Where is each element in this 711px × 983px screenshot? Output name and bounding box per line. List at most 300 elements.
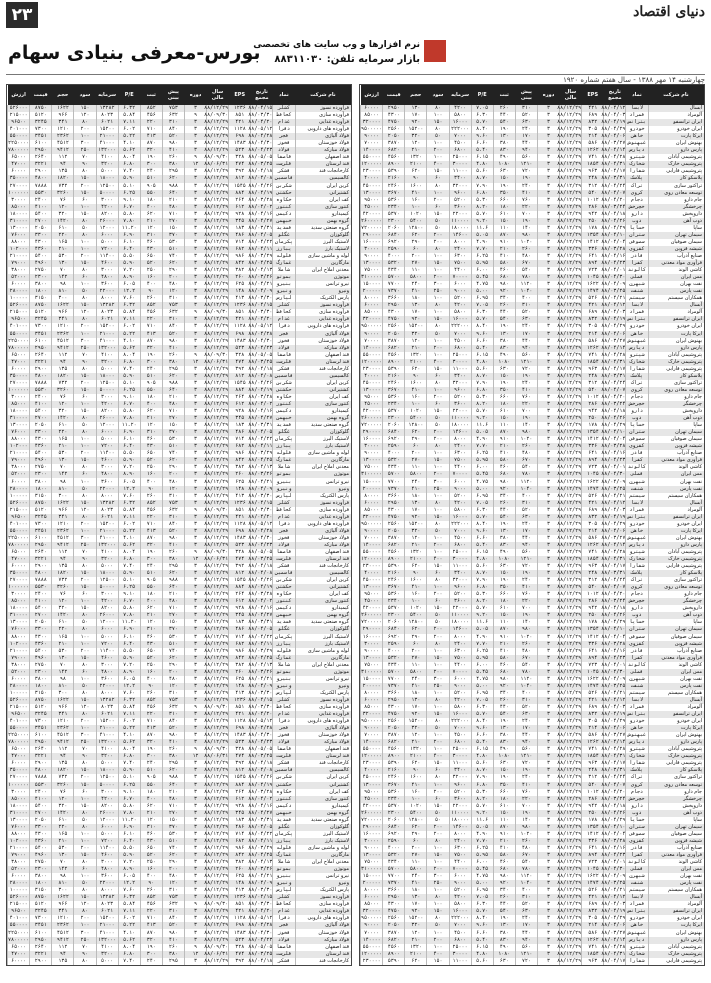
table-cell: ۱۵۲۰۰ (405, 521, 427, 528)
table-cell: ۲۱۶۰ (383, 175, 405, 182)
table-row (361, 478, 705, 485)
table-cell: ۲۰۰ (427, 866, 449, 873)
table-cell: ۸۸/۰۳/۲۷ (601, 534, 626, 541)
table-cell: ۸۸/۱۲/۲۹ (557, 640, 582, 647)
table-cell: ۸۸/۱۲/۲۹ (557, 422, 582, 429)
table-row (361, 415, 705, 422)
table-cell: ۲۱۰۰۰ (96, 331, 118, 338)
company-name-cell: پارس دارو (648, 345, 704, 352)
table-cell: ۲۸۰۰۰۰ (8, 486, 30, 493)
table-cell: ۸۸/۰۴/۰۱ (601, 267, 626, 274)
table-cell: ۸۸/۰۴/۱۴ (601, 344, 626, 351)
table-cell: ۳ (184, 683, 206, 690)
table-cell: ۸۸/۰۵/۰۵ (248, 154, 273, 161)
table-cell: ۸۸/۰۴/۳۱ (601, 950, 626, 957)
table-cell: ۸۸/۰۴/۲۹ (601, 126, 626, 133)
table-cell: ۳۰۰ (427, 676, 449, 683)
table-cell: ۵۱۰ (162, 443, 184, 450)
table-cell: ۳ (537, 683, 559, 690)
table-cell: ۵۵۰۰۰۰ (8, 922, 30, 929)
table-cell: ۷۷۰۰ (383, 676, 405, 683)
table-cell: ۱۸۰ (493, 796, 515, 803)
table-cell: ۹۲۰ (493, 486, 515, 493)
table-cell: ۱۰۴۵ (582, 471, 604, 478)
table-cell: ۲۰۰ (405, 845, 427, 852)
table-cell: ۴۱۰۰۰ (96, 338, 118, 345)
table-cell: ۵۴۰۰ (30, 845, 52, 852)
table-cell: ۶۲۰ (162, 570, 184, 577)
table-cell: ۵۱۲۰ (30, 507, 52, 514)
table-cell: ۷.۹۰ (471, 183, 493, 190)
table-cell: ۸۸/۰۴/۱۸ (248, 760, 273, 767)
company-name-cell: فرآورده غذایی (295, 316, 351, 323)
table-cell: ۴.۸۰ (471, 753, 493, 760)
table-cell: ۶۳۰ (493, 563, 515, 570)
table-cell: ۸۸/۱۲/۲۹ (557, 950, 582, 957)
table-row (8, 711, 352, 718)
table-cell: ۶.۰۰ (471, 859, 493, 866)
company-name-cell: آبسال (648, 697, 704, 704)
table-cell: ۳۱۰ (515, 105, 537, 112)
table-row (8, 697, 352, 704)
table-cell: ۵۲۰۰ (449, 887, 471, 894)
table-cell: ۳۹۲ (229, 366, 251, 373)
table-cell: ۳۰۰ (74, 929, 96, 936)
table-cell: ۳۴۵۱ (30, 133, 52, 140)
company-name-cell: صنایع آذرآب (648, 253, 704, 260)
table-cell: ۵.۳۰ (471, 197, 493, 204)
table-cell: ۸۸/۰۴/۰۳ (601, 704, 626, 710)
table-cell: ۷.۴۰ (118, 563, 140, 570)
table-cell: ۱۰۰ (427, 352, 449, 359)
table-cell: ۵۲۳ (229, 345, 251, 352)
table-cell: ۸۸/۰۳/۲۸ (601, 443, 626, 450)
company-name-cell: کنتور سازی (295, 796, 351, 803)
table-cell: ۱۵۰ (427, 655, 449, 662)
table-cell: ۵.۰۰ (471, 880, 493, 887)
table-cell: ۸۴۲ (229, 655, 251, 662)
company-name-cell: آبسال (648, 500, 704, 507)
table-cell: ۸۸/۱۲/۲۹ (204, 203, 229, 210)
table-cell: ۶۸۴۰ (383, 232, 405, 239)
table-cell: ۳۰۰ (74, 140, 96, 147)
table-row (361, 591, 705, 598)
table-cell: ۸۸/۰۴/۲۳ (248, 344, 273, 351)
table-cell: ۷۷۰۰ (383, 478, 405, 485)
table-cell: ۱۵۲۰۰ (405, 126, 427, 133)
table-cell: ۶۴۱ (582, 253, 604, 260)
table-cell: ۸۸/۰۳/۲۶ (248, 866, 273, 873)
table-cell: ۹ (184, 112, 206, 119)
table-cell: ۸۸/۰۴/۲۰ (248, 316, 273, 323)
table-cell: ۹۰ (405, 175, 427, 182)
table-cell: ۲۷۵۰ (30, 662, 52, 669)
company-name-cell: کاشی الوند (648, 859, 704, 866)
table-row (361, 105, 705, 112)
table-cell: ۸۸/۰۴/۰۸ (248, 570, 273, 577)
company-name-cell: صنایع آذرآب (648, 845, 704, 852)
table-cell: ۸۰ (74, 824, 96, 831)
table-cell: ۳ (537, 535, 559, 542)
table-row (361, 880, 705, 887)
company-name-cell: تراکتور سازی (648, 774, 704, 781)
table-cell: ۱۷۰ (515, 133, 537, 140)
table-cell: ۳ (537, 401, 559, 408)
table-cell: ۸۸/۰۴/۰۱ (601, 661, 626, 668)
table-cell: ۲۴۶۰ (383, 774, 405, 781)
table-cell: ۳ (537, 246, 559, 253)
company-name-cell: سیمان صوفیان (648, 831, 704, 838)
table-cell: ۸۸/۱۲/۲۹ (204, 915, 229, 922)
table-cell: ۹ (184, 901, 206, 908)
table-cell: ۱۹۰ (515, 218, 537, 225)
table-cell: ۵.۱۰ (118, 183, 140, 190)
table-cell: خاهن (626, 133, 648, 140)
table-cell: ۲۹۰ (405, 634, 427, 641)
table-cell: ۳ (184, 732, 206, 739)
table-cell: ۴۲۱ (582, 697, 604, 704)
table-cell: ۷۰۰۰۰ (361, 535, 383, 542)
table-cell: ۴۶۰ (493, 267, 515, 274)
table-row (8, 204, 352, 211)
table-cell: ۳ (184, 711, 206, 718)
table-cell: ۶۸۰۰ (449, 937, 471, 944)
table-cell: ۲۹۵۰ (383, 894, 405, 901)
table-cell: ستران (626, 824, 648, 831)
table-cell: ۳۰۰۰۰ (8, 197, 30, 204)
table-cell: ۵.۰۵ (471, 232, 493, 239)
table-row (8, 873, 352, 880)
table-cell: ۵۸۰ (493, 655, 515, 662)
table-cell: ۸۰ (427, 246, 449, 253)
table-cell: ۱۰۰ (74, 239, 96, 246)
table-cell: ۱۶۲۲ (52, 500, 74, 507)
table-cell: ۷۰۰۰ (449, 528, 471, 535)
table-cell: ۸۸/۱۲/۲۹ (557, 584, 582, 591)
table-cell: ۲۶۰۰۰۰۰ (361, 415, 383, 422)
table-row (361, 859, 705, 866)
table-cell: ۱۸۰۰۰ (96, 570, 118, 577)
table-cell: ۱۲۸۰۰ (405, 225, 427, 232)
table-cell: ۳۷۰ (162, 824, 184, 831)
table-cell: ۳۱۰ (140, 429, 162, 436)
table-cell: ۴۱۳ (229, 493, 251, 500)
table-cell: ۸۸/۰۴/۲۵ (248, 260, 273, 267)
table-cell: ۶۰۰۰۰ (361, 500, 383, 507)
table-cell: ۸۸/۰۴/۱۹ (248, 584, 273, 591)
table-cell: ۲۶۴۰ (30, 549, 52, 556)
table-cell: ۸۸/۱۲/۲۹ (557, 126, 582, 133)
table-cell: ۳۱۰۰۰۰ (8, 218, 30, 225)
table-cell: ۸۸/۰۴/۰۴ (601, 633, 626, 640)
table-cell: ۲۴۰ (405, 873, 427, 880)
table-cell: ۲۲۵۰۰۰۰ (8, 732, 30, 739)
table-cell: ۴۸۰۰ (30, 570, 52, 577)
table-cell: ۲۹۵۰ (30, 345, 52, 352)
table-cell: ۸۸۴ (229, 387, 251, 394)
table-cell: ۱۰۱۲ (582, 591, 604, 598)
table-row (361, 486, 705, 493)
table-cell: ۳۰۰۰۰ (361, 443, 383, 450)
table-cell: ۱۵۲۰۰ (96, 521, 118, 528)
table-cell: ۲۷۰۰ (30, 810, 52, 817)
table-cell: ۴۵۱۲ (52, 140, 74, 147)
table-cell: ۳ (184, 338, 206, 345)
table-cell: ۱۸۰۰۰۰ (449, 817, 471, 824)
table-cell: ۳ (537, 436, 559, 443)
table-cell: ۳ (184, 782, 206, 789)
table-cell: ۹۵۰۰۰ (361, 591, 383, 598)
table-cell: ۵۵۰ (140, 584, 162, 591)
table-cell: ۱۳۰ (493, 725, 515, 732)
table-cell: ۹۸۶ (229, 450, 251, 457)
table-cell: ۶۳۲ (162, 507, 184, 514)
table-cell: ۹۶۶ (52, 901, 74, 908)
table-cell: ۵۴۰ (493, 316, 515, 323)
table-cell: ۲۴۰ (405, 478, 427, 485)
table-cell: ۸۱۰ (52, 486, 74, 493)
table-cell: ۶۲۰ (162, 373, 184, 380)
table-cell: ۶.۷۰ (118, 796, 140, 803)
table-cell: شفارا (626, 563, 648, 570)
table-cell: ۹۲۸ (229, 211, 251, 218)
table-cell: ۲۵۰ (582, 810, 604, 817)
table-cell: ۲۵۰ (140, 662, 162, 669)
table-cell: ۸۸/۱۲/۲۹ (557, 548, 582, 555)
table-cell: ۸۸/۱۲/۲۹ (204, 478, 229, 485)
table-cell: ۱۵۰ (427, 760, 449, 767)
table-cell: ۱۰۴۰ (515, 683, 537, 690)
table-cell: ۴۰۰ (427, 359, 449, 366)
table-cell: ۱۵۰ (493, 415, 515, 422)
table-cell: خچرخش (626, 598, 648, 605)
company-name-cell: نفت بهران (648, 873, 704, 880)
table-cell: ۷۰۰ (515, 605, 537, 612)
table-cell: تراک (626, 380, 648, 387)
table-cell: ۴.۷۵ (471, 478, 493, 485)
table-cell: ۲۰۰ (162, 274, 184, 281)
table-cell: ۸۸/۱۲/۲۹ (557, 936, 582, 943)
table-cell: ۶.۶۰ (471, 338, 493, 345)
table-cell: لپارس (273, 690, 295, 697)
company-name-cell: تراکتور سازی (648, 577, 704, 584)
table-cell: ۸۷۵۰ (30, 894, 52, 901)
table-cell: شبهرن (626, 676, 648, 683)
table-cell: ۱۰۰ (427, 887, 449, 894)
table-cell: ۵.۰۰ (471, 683, 493, 690)
table-cell: ۸۸۴ (229, 782, 251, 789)
table-cell: ۳۰۰ (140, 161, 162, 168)
table-cell: ۸۸/۰۴/۲۵ (248, 654, 273, 661)
table-cell: ۸۸/۰۴/۱۱ (248, 245, 273, 252)
table-cell: ۸۸/۱۲/۲۹ (204, 182, 229, 189)
table-cell: ۸۸/۱۲/۲۹ (204, 393, 229, 400)
table-cell: ۲۱۰ (140, 612, 162, 619)
company-name-cell: موتوژن (295, 471, 351, 478)
table-cell: ۲۹۰۰ (30, 958, 52, 965)
table-cell: ۱۳۲۰ (405, 352, 427, 359)
table-cell: ۸۸/۰۴/۱۹ (601, 513, 626, 520)
table-cell: ۵.۳۰ (471, 789, 493, 796)
company-name-cell: نفت پارس (648, 683, 704, 690)
table-cell: ۸۸/۰۴/۰۹ (248, 288, 273, 295)
table-cell: ۱۰۰ (427, 267, 449, 274)
table-cell: ۱۵۴۵ (229, 774, 251, 781)
table-cell: ۵۲۰ (515, 901, 537, 908)
table-cell: ۱۰۲۰۰۰ (8, 838, 30, 845)
table-cell: ۲۶۴ (229, 789, 251, 796)
table-cell: ۹۲۰ (405, 119, 427, 126)
table-cell: ۵۳۹۰ (383, 366, 405, 373)
table-row (361, 760, 705, 767)
table-cell: ۸۸/۱۲/۲۹ (204, 570, 229, 577)
table-cell: ۹.۱۰ (118, 789, 140, 796)
table-cell: ۶۹۲۰ (383, 436, 405, 443)
table-cell: ۶۶۰ (493, 789, 515, 796)
table-cell: ۳۶۰۰ (449, 204, 471, 211)
table-cell: ۸۸/۱۲/۲۹ (204, 485, 229, 492)
table-cell: ۳۱۲ (582, 380, 604, 387)
table-cell: ۳۸۰۰ (30, 281, 52, 288)
table-cell: ۴۹۶۰ (30, 457, 52, 464)
table-cell: ۱۱۲۸ (229, 126, 251, 133)
table-cell: ۸۸/۱۲/۲۹ (204, 654, 229, 661)
table-cell: ۱۱۰۰۰۰ (449, 218, 471, 225)
table-cell: ۲۲۰۰۰ (449, 803, 471, 810)
table-cell: ۶.۸۰ (118, 359, 140, 366)
table-cell: ۶۸۲۰ (383, 345, 405, 352)
table-cell: ۳ (537, 831, 559, 838)
table-row (361, 563, 705, 570)
table-cell: ۶۲۰ (140, 605, 162, 612)
company-name-cell: فرآورده های دارویی (295, 126, 351, 133)
table-cell: ۸۸/۰۴/۲۱ (248, 675, 273, 682)
table-cell: ۷.۴۰ (118, 168, 140, 175)
table-cell: ۸۸/۰۴/۳۱ (601, 753, 626, 760)
table-cell: ۱۲۵۰۰ (96, 380, 118, 387)
table-cell: ۴۵۶ (140, 309, 162, 316)
table-cell: ۳ (537, 951, 559, 958)
table-cell: ۷.۶۰ (118, 295, 140, 302)
company-name-cell: پارس دارو (648, 739, 704, 746)
table-cell: کالوند (626, 662, 648, 669)
table-cell: ۱۳۵ (52, 760, 74, 767)
table-cell: ۳ (537, 154, 559, 161)
table-cell: ۸۰ (74, 267, 96, 274)
table-cell: ۷۰ (52, 267, 74, 274)
table-cell: ۱۵۰ (162, 817, 184, 824)
table-cell: ۸۳۲ (582, 316, 604, 323)
table-cell: ۵۸۰۰ (405, 669, 427, 676)
table-cell: ۹.۶۰ (471, 725, 493, 732)
table-row (8, 732, 352, 739)
table-cell: فجر (273, 725, 295, 732)
table-cell: ۴۸۶ (229, 626, 251, 633)
company-name-cell: لوله و ماشین سازی (295, 253, 351, 260)
company-name-cell: داروپخش (648, 803, 704, 810)
table-cell: ۵۱۰ (162, 246, 184, 253)
table-cell: ۹۴۱۲ (52, 937, 74, 944)
table-cell: ۳۱۲ (582, 183, 604, 190)
table-cell: ۸۰۰۰ (96, 887, 118, 894)
table-cell: ۵.۵۰ (118, 648, 140, 655)
table-cell: ۸۸/۰۴/۳۱ (601, 556, 626, 563)
table-cell: ۴۵۰۰ (449, 140, 471, 147)
table-cell: سصوفی (626, 634, 648, 641)
table-cell: غبهنوش (626, 140, 648, 147)
company-name-cell: پتروشیمی آبادان (648, 746, 704, 753)
table-cell: ۱۰۰ (427, 648, 449, 655)
table-cell: ۶۰۰۰۰ (8, 168, 30, 175)
table-row (361, 253, 705, 260)
table-cell: خچرخش (626, 401, 648, 408)
table-cell: ۸.۷۰ (471, 373, 493, 380)
table-cell: ۶.۳۲ (118, 302, 140, 309)
table-cell: ۳۲۸ (229, 944, 251, 951)
table-cell: فجر (273, 528, 295, 535)
table-row (8, 648, 352, 655)
table-cell: ۳۱۰ (162, 119, 184, 126)
table-cell: ۳ (537, 753, 559, 760)
table-cell: ۳ (537, 866, 559, 873)
table-cell: ۵.۶۲ (118, 542, 140, 549)
table-cell: کحافظ (273, 901, 295, 908)
table-cell: ۲۰۵۰ (383, 133, 405, 140)
table-cell: ۴۸۰۰ (96, 669, 118, 676)
table-cell: ستران (626, 429, 648, 436)
company-name-cell: فولاد مبارکه (295, 937, 351, 944)
table-cell: ۳ (537, 161, 559, 168)
table-cell: ۹۰ (140, 486, 162, 493)
table-cell: ۶۱۰ (52, 422, 74, 429)
table-cell: ۹۶۰۰ (449, 782, 471, 789)
table-cell: ۷۱۰ (140, 915, 162, 922)
table-cell: ۱۹۰ (493, 380, 515, 387)
table-row (8, 183, 352, 190)
table-cell: ۶.۷۰ (118, 401, 140, 408)
table-cell: ۱۰۰ (74, 281, 96, 288)
company-name-cell: فرآورده سازی (295, 901, 351, 908)
table-cell: ۵۸۶ (582, 535, 604, 542)
table-cell: ۲۰۵۰ (30, 817, 52, 824)
table-cell: ۵۳۹۰ (383, 760, 405, 767)
table-cell: ۱۱۲ (52, 154, 74, 161)
table-cell: ۴.۸۰ (471, 359, 493, 366)
table-cell: قلرست (273, 753, 295, 760)
table-cell: ۸۸/۱۲/۲۹ (557, 513, 582, 520)
table-cell: ۸۸/۰۴/۲۱ (248, 478, 273, 485)
table-cell: ۶۷۰ (515, 260, 537, 267)
table-cell: ۸۸/۰۴/۱۲ (601, 499, 626, 506)
table-cell: ذوب (626, 810, 648, 817)
table-cell: ۲۱۰ (52, 838, 74, 845)
table-cell: ۱۵۰ (74, 211, 96, 218)
table-cell: ۵.۶۲ (118, 147, 140, 154)
table-cell: ۱۰۰ (74, 598, 96, 605)
table-row (8, 380, 352, 387)
table-cell: ۹۸۰ (515, 232, 537, 239)
table-cell: ۹۵۰۰۰ (361, 789, 383, 796)
table-cell: ۸۸/۰۴/۲۳ (248, 739, 273, 746)
table-cell: ۳۰۰ (74, 535, 96, 542)
table-cell: ۳ (184, 316, 206, 323)
table-cell: ۸۸/۱۲/۲۹ (204, 788, 229, 795)
table-cell: ۸۰ (74, 493, 96, 500)
table-cell: ۸۸/۱۲/۲۹ (204, 344, 229, 351)
company-name-cell: پتروشیمی خارک (648, 951, 704, 958)
table-cell: پکرمان (273, 239, 295, 246)
table-cell: ۱۰۰ (74, 401, 96, 408)
